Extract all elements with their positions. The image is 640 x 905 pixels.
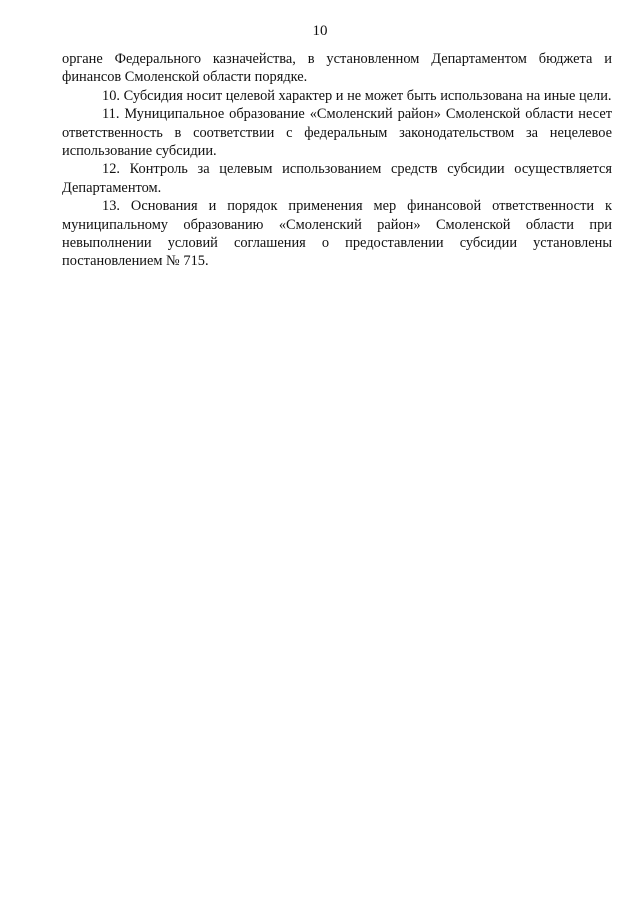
- paragraph-10: 10. Субсидия носит целевой характер и не может быть использована на иные цели.: [102, 87, 612, 104]
- paragraph-12: 12. Контроль за целевым использованием средств субсидии осуществляется Департаментом.: [62, 161, 612, 196]
- paragraph-continuation: органе Федерального казначейства, в установленном Департаментом бюджета и финансов Смоленской области порядке.: [62, 51, 612, 86]
- paragraph-13: 13. Основания и порядок применения мер финансовой ответственности к муниципальному образованию «Смоленский район» Смоленской области при невыполнении условий соглашения о предоставлении субсидии установлены постановлением № 715.: [62, 198, 612, 270]
- document-body: [62, 50, 612, 271]
- page-number: 10: [312, 23, 328, 39]
- paragraph-11: 11. Муниципальное образование «Смоленский район» Смоленской области несет ответственность в соответствии с федеральным законодательством за нецелевое использование субсидии.: [62, 106, 612, 160]
